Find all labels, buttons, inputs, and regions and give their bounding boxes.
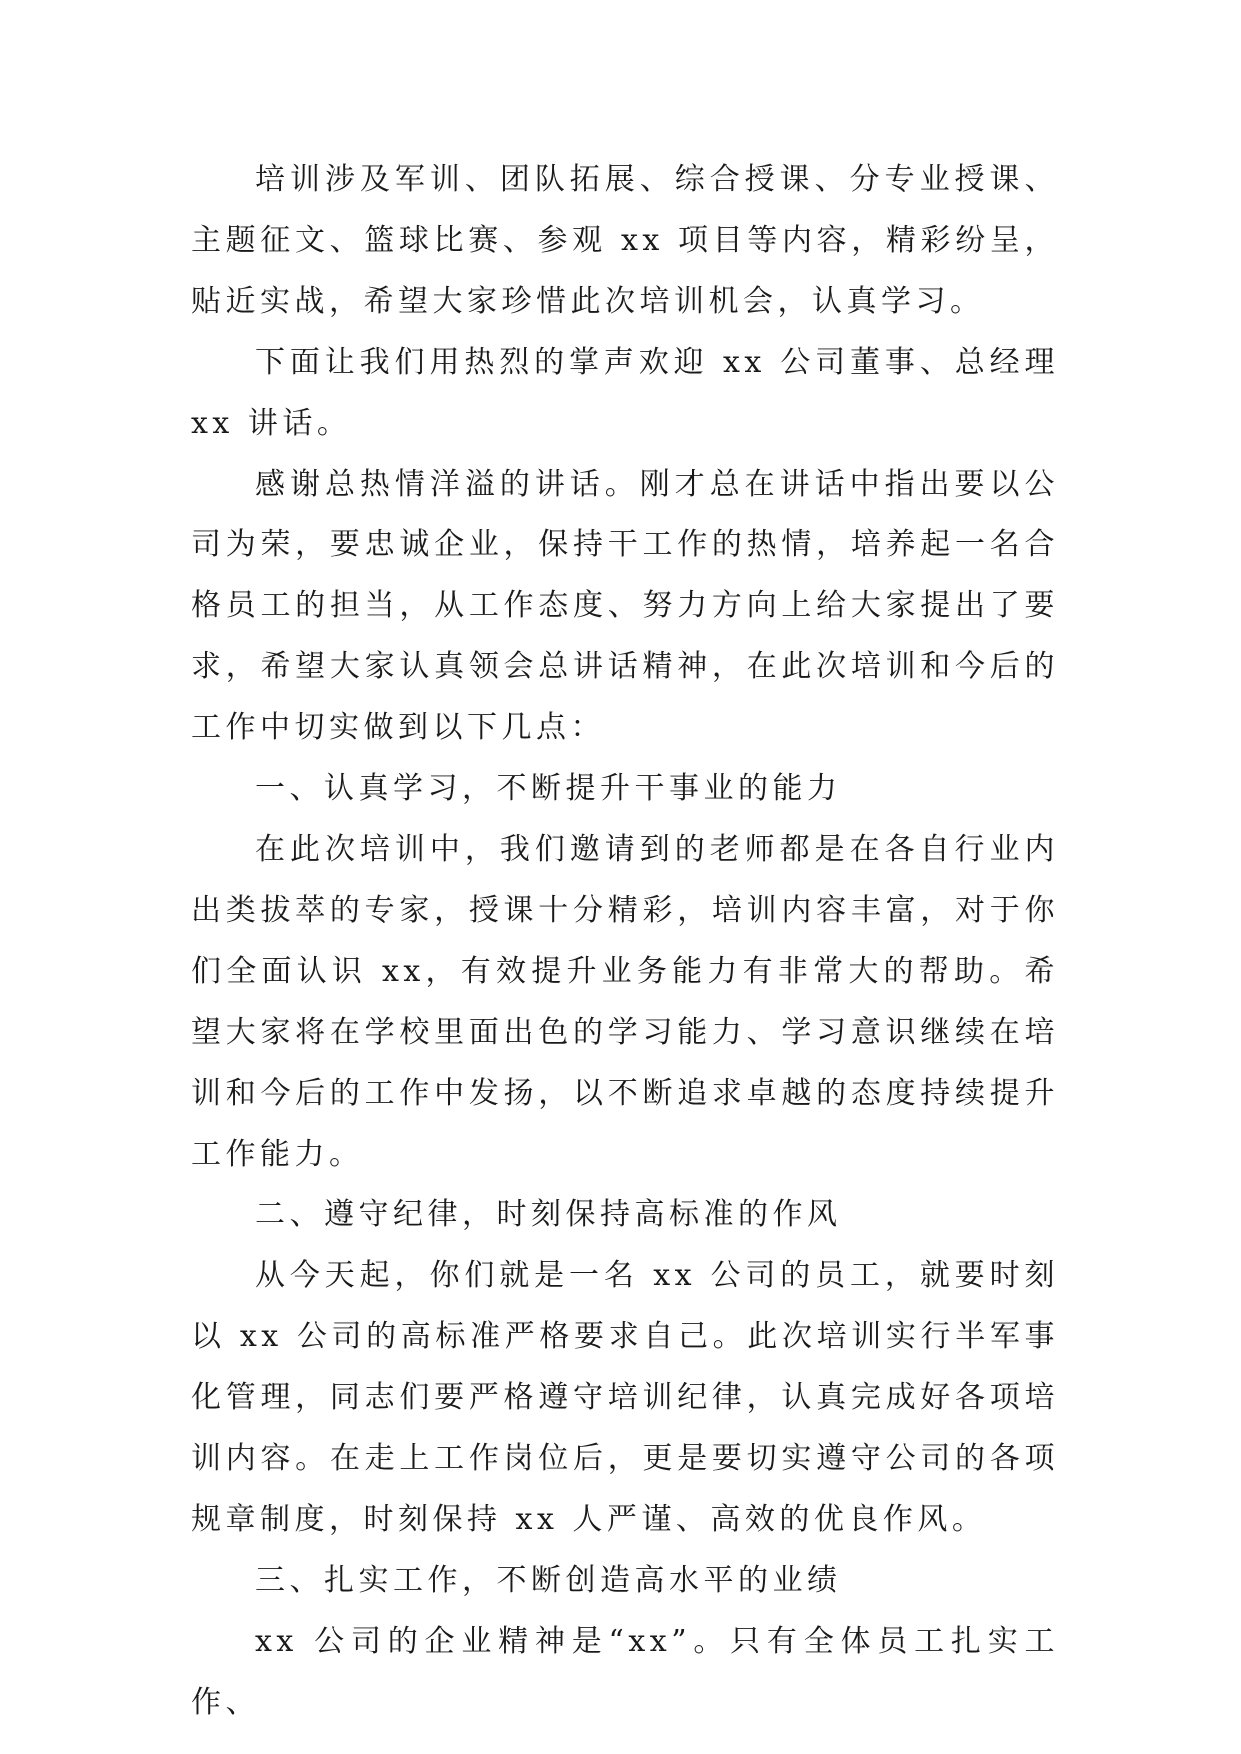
paragraph-thanks-speech: 感谢总热情洋溢的讲话。刚才总在讲话中指出要以公司为荣，要忠诚企业，保持干工作的热情，培养起一名合格员工的担当，从工作态度、努力方向上给大家提出了要求，希望大家认真领会总讲话精神，在此次培训和今后的工作中切实做到以下几点： (191, 466, 1059, 746)
paragraph-training-content: 培训涉及军训、团队拓展、综合授课、分专业授课、主题征文、篮球比赛、参观 xx 项目等内容，精彩纷呈，贴近实战，希望大家珍惜此次培训机会，认真学习。 (191, 162, 1059, 319)
paragraph-work: xx 公司的企业精神是“xx”。只有全体员工扎实工作、 (191, 1623, 1059, 1720)
paragraph-discipline: 从今天起，你们就是一名 xx 公司的员工，就要时刻以 xx 公司的高标准严格要求自己。此次培训实行半军事化管理，同志们要严格遵守培训纪律，认真完成好各项培训内容。在走上工作岗位后，更是要切实遵守公司的各项规章制度，时刻保持 xx 人严谨、高效的优良作风。 (191, 1258, 1059, 1537)
section-heading-discipline: 二、遵守纪律，时刻保持高标准的作风 (255, 1197, 842, 1233)
section-heading-work: 三、扎实工作，不断创造高水平的业绩 (255, 1562, 842, 1598)
section-heading-study: 一、认真学习，不断提升干事业的能力 (255, 771, 842, 807)
document-body (191, 150, 1059, 1734)
paragraph-welcome-speech: 下面让我们用热烈的掌声欢迎 xx 公司董事、总经理 xx 讲话。 (191, 344, 1059, 441)
paragraph-study: 在此次培训中，我们邀请到的老师都是在各自行业内出类拔萃的专家，授课十分精彩，培训内容丰富，对于你们全面认识 xx，有效提升业务能力有非常大的帮助。希望大家将在学校里面出色的学习能力、学习意识继续在培训和今后的工作中发扬，以不断追求卓越的态度持续提升工作能力。 (191, 831, 1059, 1172)
